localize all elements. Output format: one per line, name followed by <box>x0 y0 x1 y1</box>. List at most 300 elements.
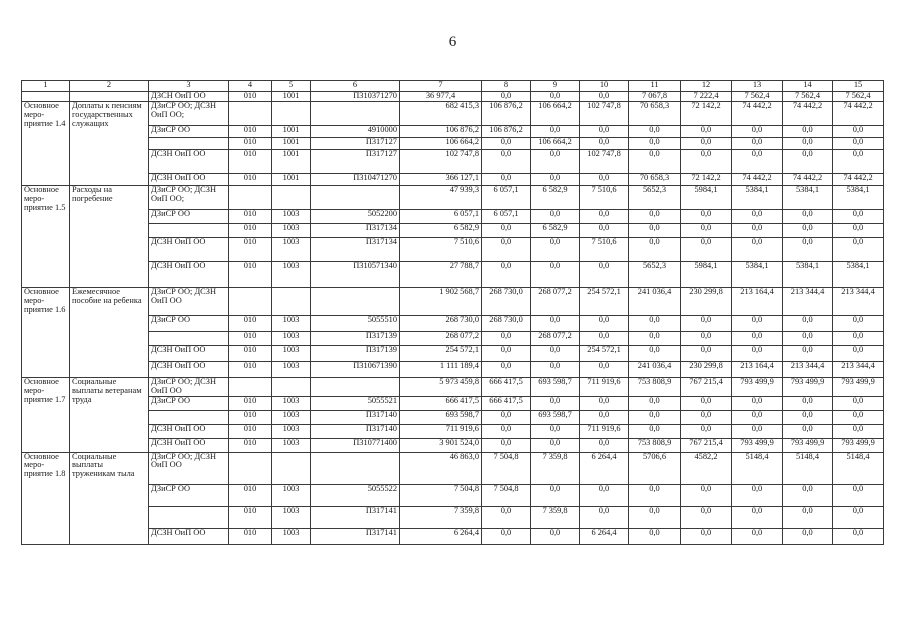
value-cell: 0,0 <box>732 238 783 262</box>
column-number: 4 <box>229 81 272 92</box>
code-cell: 1003 <box>272 346 311 362</box>
executor-cell: ДСЗН ОиП ОО <box>149 346 229 362</box>
value-cell: 793 499,9 <box>833 378 884 397</box>
code-cell: П317139 <box>311 332 400 346</box>
executor-cell: ДЗСН ОиП ОО <box>149 92 229 102</box>
code-cell <box>229 186 272 210</box>
executor-cell: ДЗиСР ОО <box>149 484 229 506</box>
value-cell: 70 658,3 <box>629 102 681 126</box>
description-cell: Ежемесячное пособие на ребенка <box>70 288 149 378</box>
value-cell: 0,0 <box>482 262 531 288</box>
code-cell: П317127 <box>311 150 400 174</box>
executor-cell: ДСЗН ОиП ОО <box>149 150 229 174</box>
value-cell: 753 808,9 <box>629 378 681 397</box>
column-number: 9 <box>531 81 580 92</box>
table-row <box>22 362 884 378</box>
value-cell: 0,0 <box>833 126 884 138</box>
code-cell <box>272 452 311 484</box>
executor-cell: ДЗиСР ОО <box>149 316 229 332</box>
executor-cell: ДСЗН ОиП ОО <box>149 262 229 288</box>
value-cell: 106 876,2 <box>482 102 531 126</box>
value-cell: 7 359,8 <box>531 452 580 484</box>
code-cell: П317127 <box>311 138 400 150</box>
value-cell: 793 499,9 <box>833 438 884 452</box>
value-cell: 0,0 <box>833 484 884 506</box>
code-cell: 010 <box>229 224 272 238</box>
value-cell: 0,0 <box>531 262 580 288</box>
value-cell: 0,0 <box>732 528 783 544</box>
table-row <box>22 316 884 332</box>
value-cell: 3 901 524,0 <box>400 438 482 452</box>
value-cell: 0,0 <box>833 224 884 238</box>
value-cell: 213 344,4 <box>833 288 884 316</box>
value-cell: 0,0 <box>681 506 732 528</box>
code-cell <box>272 288 311 316</box>
value-cell: 36 977,4 <box>400 92 482 102</box>
value-cell: 0,0 <box>482 138 531 150</box>
value-cell: 0,0 <box>833 316 884 332</box>
value-cell: 0,0 <box>482 224 531 238</box>
value-cell: 0,0 <box>482 438 531 452</box>
value-cell: 793 499,9 <box>783 378 833 397</box>
value-cell: 0,0 <box>783 506 833 528</box>
executor-cell: ДЗиСР ОО <box>149 126 229 138</box>
value-cell: 5148,4 <box>783 452 833 484</box>
value-cell: 793 499,9 <box>732 378 783 397</box>
value-cell: 74 442,2 <box>732 102 783 126</box>
value-cell: 0,0 <box>482 362 531 378</box>
value-cell: 5984,1 <box>681 262 732 288</box>
value-cell: 0,0 <box>783 528 833 544</box>
value-cell: 0,0 <box>629 484 681 506</box>
value-cell: 74 442,2 <box>732 174 783 186</box>
code-cell: П310571340 <box>311 262 400 288</box>
executor-cell <box>149 224 229 238</box>
value-cell: 7 510,6 <box>580 186 629 210</box>
executor-cell: ДЗиСР ОО <box>149 396 229 410</box>
value-cell: 0,0 <box>783 126 833 138</box>
value-cell: 5384,1 <box>783 186 833 210</box>
table-row <box>22 224 884 238</box>
code-cell <box>229 102 272 126</box>
value-cell: 7 504,8 <box>400 484 482 506</box>
value-cell: 0,0 <box>681 138 732 150</box>
value-cell: 0,0 <box>531 174 580 186</box>
table-row <box>22 424 884 438</box>
value-cell: 0,0 <box>833 346 884 362</box>
value-cell: 268 730,0 <box>482 316 531 332</box>
value-cell: 0,0 <box>580 484 629 506</box>
value-cell: 0,0 <box>482 346 531 362</box>
value-cell: 72 142,2 <box>681 102 732 126</box>
value-cell: 0,0 <box>732 138 783 150</box>
value-cell: 0,0 <box>833 332 884 346</box>
code-cell: П317139 <box>311 346 400 362</box>
executor-cell: ДЗиСР ОО; ДСЗН ОиП ОО <box>149 452 229 484</box>
value-cell: 693 598,7 <box>531 410 580 424</box>
code-cell: П317141 <box>311 528 400 544</box>
value-cell: 0,0 <box>629 346 681 362</box>
activity-cell-empty <box>22 92 70 102</box>
value-cell: 0,0 <box>629 424 681 438</box>
value-cell: 0,0 <box>732 224 783 238</box>
value-cell: 0,0 <box>681 150 732 174</box>
code-cell: 010 <box>229 346 272 362</box>
value-cell: 106 876,2 <box>482 126 531 138</box>
value-cell: 5148,4 <box>732 452 783 484</box>
value-cell: 711 919,6 <box>580 378 629 397</box>
executor-cell: ДСЗН ОиП ОО <box>149 528 229 544</box>
table-row <box>22 138 884 150</box>
description-cell: Социальные выплаты труженикам тыла <box>70 452 149 544</box>
value-cell: 241 036,4 <box>629 288 681 316</box>
value-cell: 0,0 <box>783 396 833 410</box>
code-cell <box>311 452 400 484</box>
executor-cell: ДСЗН ОиП ОО <box>149 424 229 438</box>
value-cell: 711 919,6 <box>580 424 629 438</box>
value-cell: 254 572,1 <box>580 288 629 316</box>
value-cell: 0,0 <box>833 138 884 150</box>
value-cell: 0,0 <box>531 424 580 438</box>
code-cell: 010 <box>229 238 272 262</box>
executor-cell: ДЗиСР ОО; ДСЗН ОиП ОО <box>149 288 229 316</box>
budget-table <box>21 80 884 545</box>
value-cell: 0,0 <box>580 174 629 186</box>
value-cell: 0,0 <box>629 150 681 174</box>
value-cell: 0,0 <box>833 210 884 224</box>
activity-cell: Основное меро-приятие 1.7 <box>22 378 70 453</box>
code-cell: 010 <box>229 438 272 452</box>
code-cell: 1003 <box>272 224 311 238</box>
value-cell: 767 215,4 <box>681 438 732 452</box>
value-cell: 5652,3 <box>629 262 681 288</box>
executor-cell: ДЗиСР ОО; ДСЗН ОиП ОО <box>149 378 229 397</box>
description-cell: Доплаты к пенсиям государственных служащих <box>70 102 149 186</box>
code-cell <box>311 102 400 126</box>
table-row <box>22 506 884 528</box>
value-cell: 0,0 <box>629 126 681 138</box>
code-cell: 010 <box>229 262 272 288</box>
value-cell: 0,0 <box>833 150 884 174</box>
column-number: 8 <box>482 81 531 92</box>
value-cell: 74 442,2 <box>833 102 884 126</box>
value-cell: 70 658,3 <box>629 174 681 186</box>
value-cell: 0,0 <box>580 438 629 452</box>
code-cell: 1001 <box>272 138 311 150</box>
value-cell: 0,0 <box>482 332 531 346</box>
value-cell: 5984,1 <box>681 186 732 210</box>
code-cell: 1003 <box>272 506 311 528</box>
value-cell: 0,0 <box>732 332 783 346</box>
table-row <box>22 378 884 397</box>
value-cell: 0,0 <box>629 238 681 262</box>
column-number: 5 <box>272 81 311 92</box>
value-cell: 366 127,1 <box>400 174 482 186</box>
value-cell: 7 359,8 <box>531 506 580 528</box>
code-cell <box>229 288 272 316</box>
activity-cell: Основное меро-приятие 1.6 <box>22 288 70 378</box>
value-cell: 0,0 <box>732 150 783 174</box>
executor-cell: ДСЗН ОиП ОО <box>149 438 229 452</box>
value-cell: 0,0 <box>681 410 732 424</box>
code-cell: 5052200 <box>311 210 400 224</box>
code-cell: 1001 <box>272 174 311 186</box>
value-cell: 1 902 568,7 <box>400 288 482 316</box>
code-cell: П317134 <box>311 224 400 238</box>
value-cell: 693 598,7 <box>400 410 482 424</box>
code-cell: П310671390 <box>311 362 400 378</box>
value-cell: 0,0 <box>732 210 783 224</box>
value-cell: 0,0 <box>531 362 580 378</box>
value-cell: 46 863,0 <box>400 452 482 484</box>
column-number: 13 <box>732 81 783 92</box>
value-cell: 5652,3 <box>629 186 681 210</box>
code-cell: 010 <box>229 424 272 438</box>
code-cell: 010 <box>229 126 272 138</box>
value-cell: 0,0 <box>482 528 531 544</box>
column-number: 12 <box>681 81 732 92</box>
value-cell: 0,0 <box>531 438 580 452</box>
value-cell: 0,0 <box>531 316 580 332</box>
value-cell: 254 572,1 <box>580 346 629 362</box>
code-cell: 1003 <box>272 262 311 288</box>
value-cell: 0,0 <box>580 126 629 138</box>
code-cell: П317134 <box>311 238 400 262</box>
page-number: 6 <box>448 34 457 50</box>
value-cell: 0,0 <box>482 174 531 186</box>
value-cell: 0,0 <box>681 346 732 362</box>
value-cell: 6 264,4 <box>580 528 629 544</box>
value-cell: 1 111 189,4 <box>400 362 482 378</box>
code-cell: 1003 <box>272 410 311 424</box>
value-cell: 7 510,6 <box>400 238 482 262</box>
value-cell: 102 747,8 <box>580 102 629 126</box>
value-cell: 268 077,2 <box>531 288 580 316</box>
value-cell: 106 664,2 <box>400 138 482 150</box>
value-cell: 7 562,4 <box>833 92 884 102</box>
code-cell: 5055521 <box>311 396 400 410</box>
value-cell: 268 730,0 <box>400 316 482 332</box>
value-cell: 0,0 <box>681 396 732 410</box>
code-cell: 1003 <box>272 528 311 544</box>
value-cell: 666 417,5 <box>482 396 531 410</box>
value-cell: 0,0 <box>482 424 531 438</box>
value-cell: 6 582,9 <box>400 224 482 238</box>
code-cell: 010 <box>229 528 272 544</box>
value-cell: 0,0 <box>681 238 732 262</box>
code-cell: 010 <box>229 150 272 174</box>
value-cell: 213 344,4 <box>783 288 833 316</box>
value-cell: 0,0 <box>783 332 833 346</box>
table-row <box>22 332 884 346</box>
value-cell: 0,0 <box>482 150 531 174</box>
value-cell: 0,0 <box>580 362 629 378</box>
executor-cell: ДСЗН ОиП ОО <box>149 238 229 262</box>
column-number: 15 <box>833 81 884 92</box>
value-cell: 254 572,1 <box>400 346 482 362</box>
value-cell: 0,0 <box>833 528 884 544</box>
description-cell: Расходы на погребение <box>70 186 149 288</box>
value-cell: 27 788,7 <box>400 262 482 288</box>
value-cell: 1001 <box>272 92 311 102</box>
column-number: 11 <box>629 81 681 92</box>
table-body <box>22 81 884 545</box>
executor-cell <box>149 506 229 528</box>
value-cell: 5706,6 <box>629 452 681 484</box>
executor-cell <box>149 332 229 346</box>
code-cell: П317141 <box>311 506 400 528</box>
value-cell: 0,0 <box>732 126 783 138</box>
column-number: 10 <box>580 81 629 92</box>
value-cell: 0,0 <box>681 224 732 238</box>
code-cell: 5055510 <box>311 316 400 332</box>
code-cell: 1003 <box>272 438 311 452</box>
value-cell: 0,0 <box>783 150 833 174</box>
value-cell: 6 057,1 <box>482 186 531 210</box>
value-cell: 230 299,8 <box>681 362 732 378</box>
value-cell: 0,0 <box>580 410 629 424</box>
value-cell: 0,0 <box>681 210 732 224</box>
column-number: 14 <box>783 81 833 92</box>
executor-cell: ДСЗН ОиП ОО <box>149 362 229 378</box>
value-cell: 0,0 <box>629 410 681 424</box>
code-cell: 010 <box>229 396 272 410</box>
value-cell: 0,0 <box>629 506 681 528</box>
table-row <box>22 186 884 210</box>
code-cell: 1003 <box>272 396 311 410</box>
table-row <box>22 484 884 506</box>
value-cell: 0,0 <box>732 316 783 332</box>
executor-cell: ДЗиСР ОО <box>149 210 229 224</box>
code-cell: 010 <box>229 138 272 150</box>
value-cell: 230 299,8 <box>681 288 732 316</box>
column-number: 1 <box>22 81 70 92</box>
table-row <box>22 396 884 410</box>
code-cell: 010 <box>229 316 272 332</box>
value-cell: 0,0 <box>681 332 732 346</box>
value-cell: 6 264,4 <box>400 528 482 544</box>
table-row <box>22 346 884 362</box>
value-cell: 0,0 <box>681 126 732 138</box>
value-cell: 010 <box>229 92 272 102</box>
table-row <box>22 262 884 288</box>
value-cell: 7 359,8 <box>400 506 482 528</box>
value-cell: 6 264,4 <box>580 452 629 484</box>
value-cell: 5 973 459,8 <box>400 378 482 397</box>
value-cell: 0,0 <box>580 210 629 224</box>
activity-cell: Основное меро-приятие 1.5 <box>22 186 70 288</box>
code-cell: 4910000 <box>311 126 400 138</box>
code-cell: П310471270 <box>311 174 400 186</box>
table-row <box>22 92 884 102</box>
value-cell: 0,0 <box>531 396 580 410</box>
value-cell: 74 442,2 <box>833 174 884 186</box>
value-cell: 74 442,2 <box>783 102 833 126</box>
code-cell: 1003 <box>272 424 311 438</box>
code-cell: 1003 <box>272 362 311 378</box>
value-cell: 0,0 <box>580 396 629 410</box>
code-cell: П310771400 <box>311 438 400 452</box>
value-cell: 0,0 <box>833 396 884 410</box>
table-row <box>22 528 884 544</box>
value-cell: 213 164,4 <box>732 362 783 378</box>
table-row <box>22 410 884 424</box>
value-cell: 0,0 <box>732 346 783 362</box>
activity-cell: Основное меро-приятие 1.8 <box>22 452 70 544</box>
value-cell: 213 344,4 <box>783 362 833 378</box>
code-cell: 010 <box>229 484 272 506</box>
code-cell: 010 <box>229 210 272 224</box>
value-cell: 6 582,9 <box>531 186 580 210</box>
code-cell <box>311 186 400 210</box>
code-cell: П317140 <box>311 424 400 438</box>
value-cell: 0,0 <box>732 506 783 528</box>
value-cell: 0,0 <box>580 224 629 238</box>
value-cell: 0,0 <box>732 410 783 424</box>
code-cell: 1001 <box>272 150 311 174</box>
table-row <box>22 438 884 452</box>
value-cell: 106 876,2 <box>400 126 482 138</box>
value-cell: 0,0 <box>681 424 732 438</box>
value-cell: 0,0 <box>580 138 629 150</box>
value-cell: 5384,1 <box>732 186 783 210</box>
value-cell: 7 504,8 <box>482 484 531 506</box>
value-cell: 0,0 <box>783 410 833 424</box>
code-cell <box>229 378 272 397</box>
value-cell: 5384,1 <box>833 186 884 210</box>
code-cell: 1003 <box>272 210 311 224</box>
value-cell: 74 442,2 <box>783 174 833 186</box>
column-number: 7 <box>400 81 482 92</box>
value-cell: 0,0 <box>629 224 681 238</box>
value-cell: 0,0 <box>531 346 580 362</box>
value-cell: 0,0 <box>783 316 833 332</box>
value-cell: 6 582,9 <box>531 224 580 238</box>
value-cell: 0,0 <box>580 92 629 102</box>
value-cell: 47 939,3 <box>400 186 482 210</box>
value-cell: 0,0 <box>629 528 681 544</box>
value-cell: 106 664,2 <box>531 138 580 150</box>
value-cell: 793 499,9 <box>783 438 833 452</box>
value-cell: 0,0 <box>732 396 783 410</box>
code-cell: 1003 <box>272 238 311 262</box>
value-cell: 0,0 <box>482 238 531 262</box>
executor-cell: ДЗиСР ОО; ДСЗН ОиП ОО; <box>149 102 229 126</box>
value-cell: 0,0 <box>783 484 833 506</box>
value-cell: 0,0 <box>531 126 580 138</box>
value-cell: 0,0 <box>732 484 783 506</box>
value-cell: 0,0 <box>629 316 681 332</box>
value-cell: 0,0 <box>732 424 783 438</box>
table-row <box>22 102 884 126</box>
value-cell: 711 919,6 <box>400 424 482 438</box>
code-cell <box>229 452 272 484</box>
value-cell: 753 808,9 <box>629 438 681 452</box>
value-cell: 0,0 <box>783 238 833 262</box>
code-cell <box>311 288 400 316</box>
value-cell: 5384,1 <box>732 262 783 288</box>
value-cell: 0,0 <box>531 150 580 174</box>
value-cell: 682 415,3 <box>400 102 482 126</box>
value-cell: 6 057,1 <box>482 210 531 224</box>
value-cell: 0,0 <box>482 92 531 102</box>
code-cell: 1003 <box>272 316 311 332</box>
column-number: 6 <box>311 81 400 92</box>
value-cell: 0,0 <box>531 238 580 262</box>
value-cell: 0,0 <box>580 506 629 528</box>
table-row <box>22 238 884 262</box>
description-cell-empty <box>70 92 149 102</box>
